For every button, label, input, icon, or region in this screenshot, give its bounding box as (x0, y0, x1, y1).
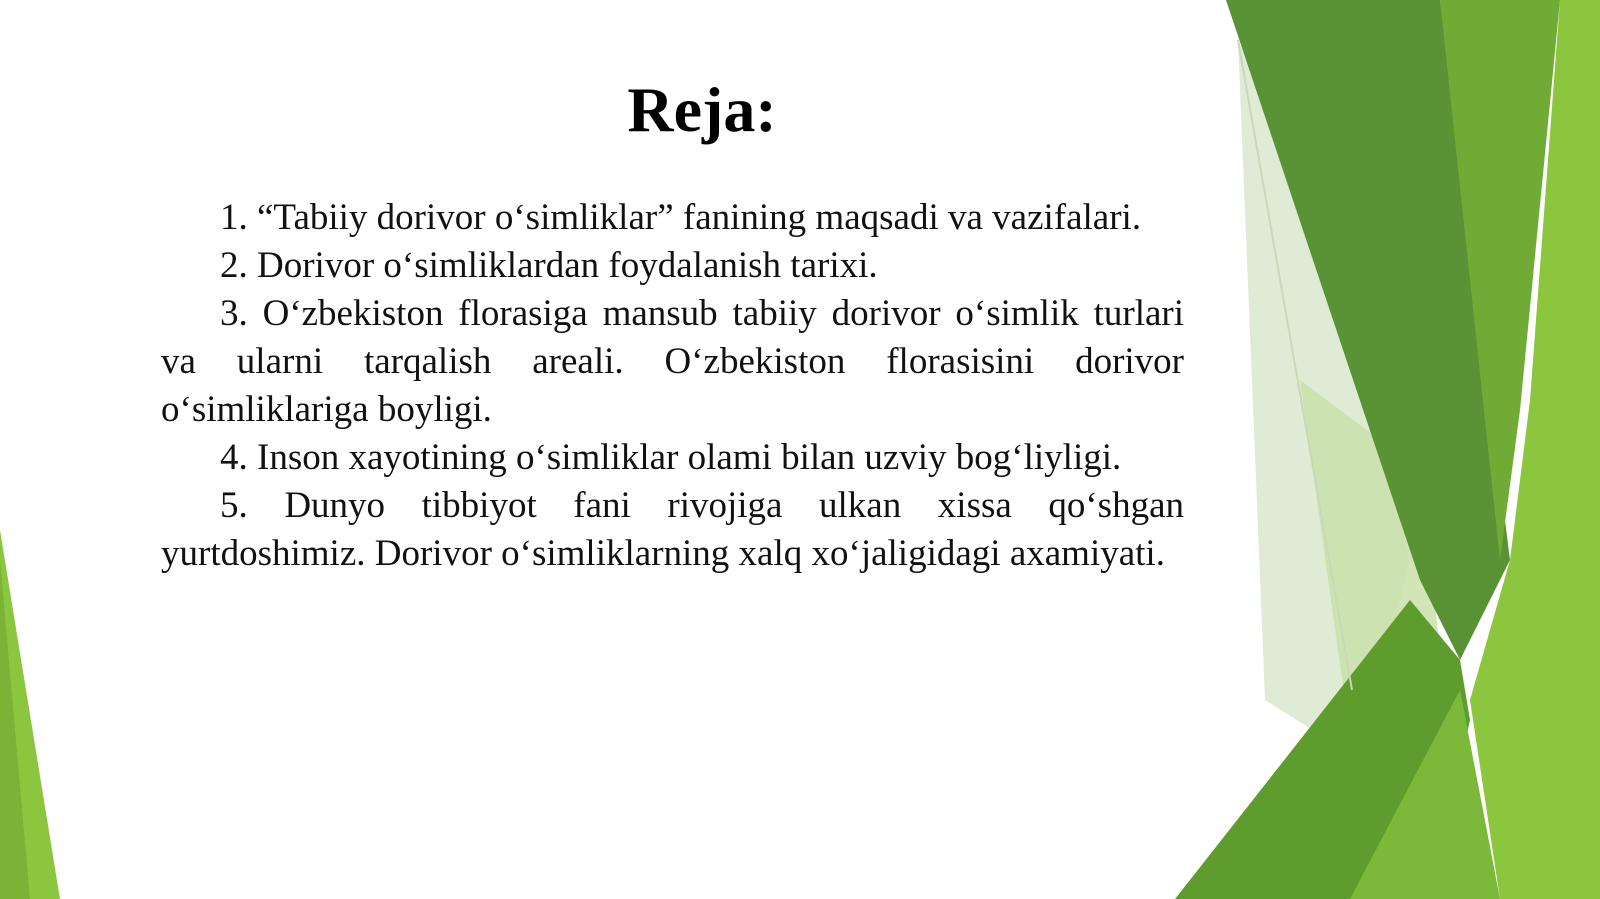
list-item-4: 4. Inson xayotining o‘simliklar olami bilan uzviy bog‘liyligi. (220, 437, 1122, 478)
slide-title: Reja: (627, 74, 777, 145)
list-item-3: 3. O‘zbekiston florasiga mansub tabiiy dorivor o‘simlik turlari va ularni tarqalish areali. O‘zbekiston florasisini dorivor o‘simliklariga boyligi. (161, 293, 1184, 430)
list-item-2: 2. Dorivor o‘simliklardan foydalanish tarixi. (220, 245, 878, 286)
list-item-1: 1. “Tabiiy dorivor o‘simliklar” fanining maqsadi va vazifalari. (220, 197, 1142, 238)
list-item-5: 5. Dunyo tibbiyot fani rivojiga ulkan xissa qo‘shgan yurtdoshimiz. Dorivor o‘simliklarning xalq xo‘jaligidagi axamiyati. (161, 485, 1184, 574)
plan-list (161, 194, 1184, 578)
